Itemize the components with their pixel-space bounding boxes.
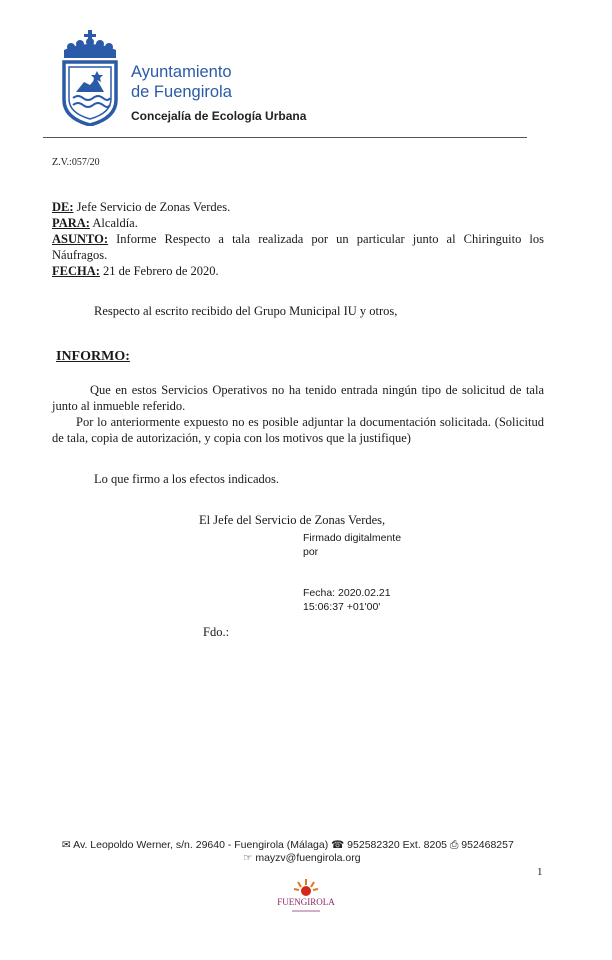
digital-sign-line2: por — [303, 546, 319, 558]
municipal-crest-logo — [60, 30, 120, 126]
asunto-label: ASUNTO: — [52, 232, 109, 246]
intro-text: Respecto al escrito recibido del Grupo Municipal IU y otros, — [94, 304, 398, 318]
footer-contact-line — [62, 839, 514, 852]
logo-wordmark: FUENGIROLA — [277, 897, 335, 907]
memo-fecha — [52, 263, 219, 279]
department-name: Concejalía de Ecología Urbana — [131, 109, 307, 123]
memo-de — [52, 199, 230, 215]
signer-role: El Jefe del Servicio de Zonas Verdes, — [199, 513, 386, 527]
phone-icon: ☎ — [331, 839, 345, 851]
footer-email-line — [243, 852, 361, 864]
de-label: DE: — [52, 200, 74, 214]
footer-fax: 952468257 — [461, 839, 514, 851]
para-label: PARA: — [52, 216, 90, 230]
asunto-value-line2: Náufragos. — [52, 248, 108, 262]
envelope-icon: ✉ — [62, 839, 71, 851]
mail-icon: ☞ — [243, 852, 253, 864]
fecha-value: 21 de Febrero de 2020. — [103, 264, 219, 278]
de-value: Jefe Servicio de Zonas Verdes. — [76, 200, 231, 214]
paragraph-2: Por lo anteriormente expuesto no es posible adjuntar la documentación solicitada. (Solicitud de tala, copia de autorización, y copia con los motivos que la justifique) — [52, 415, 544, 445]
org-name-line1: Ayuntamiento — [131, 63, 232, 81]
org-name-line2: de Fuengirola — [131, 83, 232, 101]
footer-address: Av. Leopoldo Werner, s/n. 29640 - Fuengirola (Málaga) — [73, 839, 329, 851]
header-divider — [43, 137, 527, 138]
fuengirola-brand-logo — [270, 877, 342, 917]
sign-date: Fecha: 2020.02.21 — [303, 587, 391, 599]
footer-email: mayzv@fuengirola.org — [255, 852, 361, 864]
fecha-label: FECHA: — [52, 264, 100, 278]
footer-phone: 952582320 Ext. 8205 — [347, 839, 448, 851]
digital-sign-line1: Firmado digitalmente — [303, 532, 402, 544]
memo-para — [52, 215, 138, 231]
fdo-label: Fdo.: — [203, 625, 230, 639]
memo-asunto — [52, 231, 544, 247]
informo-heading: INFORMO: — [56, 349, 130, 364]
fax-icon: ⎙ — [449, 839, 459, 851]
sign-time: 15:06:37 +01'00' — [303, 601, 381, 613]
para-value: Alcaldía. — [92, 216, 138, 230]
closing-text: Lo que firmo a los efectos indicados. — [94, 472, 280, 486]
page-number: 1 — [537, 866, 543, 878]
reference-code: Z.V.:057/20 — [52, 157, 100, 168]
asunto-value-line1: Informe Respecto a tala realizada por un particular junto al Chiringuito los — [116, 232, 545, 246]
paragraph-1: Que en estos Servicios Operativos no ha tenido entrada ningún tipo de solicitud de tala junto al inmueble referido. — [52, 383, 544, 413]
